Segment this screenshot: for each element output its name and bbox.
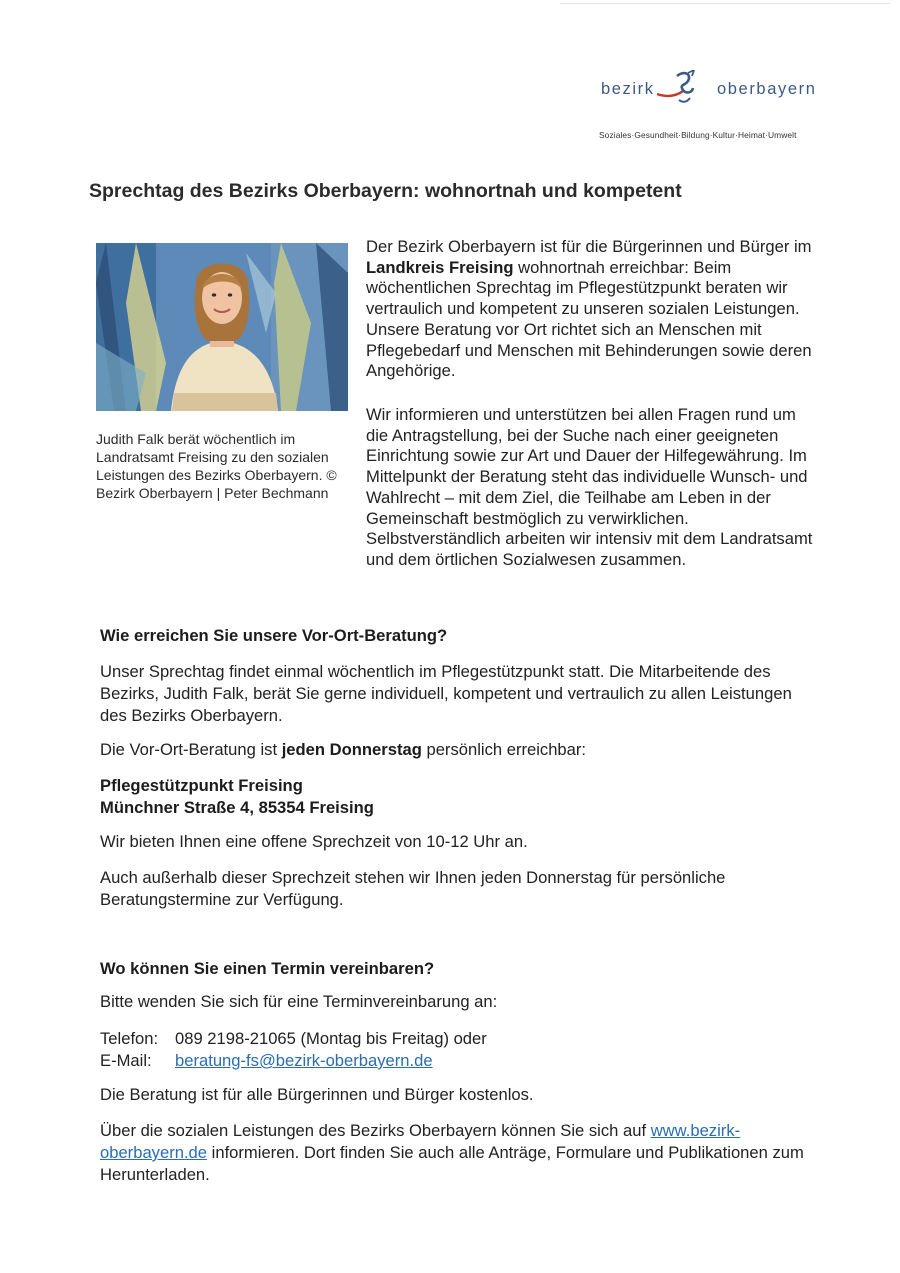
photo-caption: Judith Falk berät wöchentlich im Landratsamt Freising zu den sozialen Leistungen des Bezirks Oberbayern. © Bezirk Oberbayern | Peter Bechmann xyxy=(96,431,337,501)
email-label: E-Mail: xyxy=(100,1051,152,1070)
region-name: Landkreis Freising xyxy=(366,257,514,277)
weekday-highlight: jeden Donnerstag xyxy=(281,740,422,759)
logo-word-oberbayern: oberbayern xyxy=(717,80,817,98)
section2-intro: Bitte wenden Sie sich für eine Terminvereinbarung an: xyxy=(100,992,498,1011)
portrait-photo xyxy=(96,243,348,411)
scan-artifact-line xyxy=(560,3,890,4)
address-line-2: Münchner Straße 4, 85354 Freising xyxy=(100,798,374,817)
logo-tagline: Soziales·Gesundheit·Bildung·Kultur·Heimat·Umwelt xyxy=(599,130,797,140)
portrait-image xyxy=(96,243,348,411)
section1-paragraph-4: Auch außerhalb dieser Sprechzeit stehen wir Ihnen jeden Donnerstag für persönliche Beratungstermine zur Verfügung. xyxy=(100,868,726,909)
section1-paragraph-2: Die Vor-Ort-Beratung ist jeden Donnerstag persönlich erreichbar: xyxy=(100,740,587,759)
phone-label: Telefon: xyxy=(100,1029,159,1048)
outro-paragraph: Über die sozialen Leistungen des Bezirks Oberbayern können Sie sich auf www.bezirk-oberbayern.de informieren. Dort finden Sie auch alle Anträge, Formulare und Publikationen zum Herunterladen. xyxy=(100,1121,804,1184)
section1-paragraph-1: Unser Sprechtag findet einmal wöchentlich im Pflegestützpunkt statt. Die Mitarbeitende des Bezirks, Judith Falk, berät Sie gerne individuell, kompetent und vertraulich zu allen Leistungen des Bezirks Oberbayern. xyxy=(100,662,792,725)
address-block xyxy=(100,775,820,819)
phone-value: 089 2198-21065 (Montag bis Freitag) oder xyxy=(175,1029,487,1048)
email-link[interactable]: beratung-fs@bezirk-oberbayern.de xyxy=(175,1051,433,1070)
phone-row xyxy=(100,1028,820,1050)
email-row xyxy=(100,1050,820,1072)
logo-word-bezirk: bezirk xyxy=(601,80,655,98)
logo-emblem-icon xyxy=(657,70,705,110)
section1-heading: Wie erreichen Sie unsere Vor-Ort-Beratung? xyxy=(100,626,448,645)
intro-paragraph-1: Der Bezirk Oberbayern ist für die Bürgerinnen und Bürger im Landkreis Freising wohnortnah erreichbar: Beim wöchentlichen Sprechtag im Pflegestützpunkt beraten wir vertraulich und kompetent zu unseren sozialen Leistungen. Unsere Beratung vor Ort richtet sich an Menschen mit Pflegebedarf und Menschen mit Behinderungen sowie deren Angehörige. xyxy=(366,237,812,381)
page-title: Sprechtag des Bezirks Oberbayern: wohnortnah und kompetent xyxy=(89,180,682,202)
contact-block xyxy=(100,1028,820,1072)
free-note: Die Beratung ist für alle Bürgerinnen und Bürger kostenlos. xyxy=(100,1085,534,1104)
bezirk-oberbayern-logo xyxy=(599,70,829,110)
intro-paragraph-2: Wir informieren und unterstützen bei allen Fragen rund um die Antragstellung, bei der Suche nach einer geeigneten Einrichtung sowie zur Art und Dauer der Hilfegewährung. Im Mittelpunkt der Beratung steht das individuelle Wunsch- und Wahlrecht – mit dem Ziel, die Teilhabe am Leben in der Gemeinschaft bestmöglich zu verwirklichen. Selbstverständlich arbeiten wir intensiv mit dem Landratsamt und dem örtlichen Sozialwesen zusammen. xyxy=(366,405,813,569)
website-link[interactable]: www.bezirk-oberbayern.de xyxy=(100,1121,741,1162)
section1-paragraph-3: Wir bieten Ihnen eine offene Sprechzeit von 10-12 Uhr an. xyxy=(100,832,528,851)
section2-heading: Wo können Sie einen Termin vereinbaren? xyxy=(100,959,435,978)
address-line-1: Pflegestützpunkt Freising xyxy=(100,776,303,795)
